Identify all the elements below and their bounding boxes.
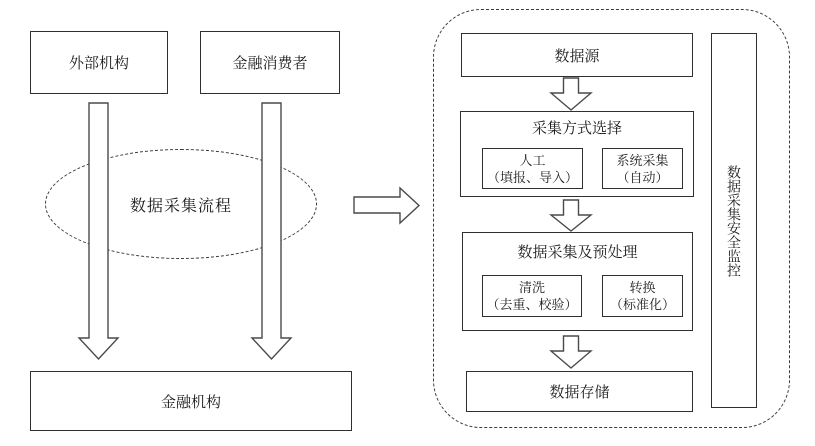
financial-institution-box	[30, 371, 352, 431]
method-selection-title: 采集方式选择	[531, 120, 622, 137]
data-source-box	[461, 33, 693, 77]
external-org-box	[30, 31, 168, 94]
financial-consumer-label: 金融消费者	[232, 55, 308, 72]
data-source-label: 数据源	[554, 47, 600, 65]
conversion-line1: 转换	[629, 280, 656, 295]
conversion-box	[602, 275, 683, 317]
preprocessing-title: 数据采集及预处理	[517, 244, 638, 261]
data-storage-label: 数据存储	[549, 384, 610, 401]
system-method-box	[602, 148, 683, 189]
cleaning-line2: （去重、校验）	[486, 297, 578, 312]
conversion-line2: （标准化）	[609, 297, 675, 312]
security-monitor-label: 数据采集安全监控	[726, 164, 742, 277]
financial-institution-label: 金融机构	[160, 393, 221, 411]
system-method-line1: 系统采集	[616, 152, 669, 168]
financial-consumer-box	[200, 31, 340, 94]
external-org-label: 外部机构	[68, 55, 129, 72]
process-scope-ellipse	[45, 149, 317, 259]
cleaning-line1: 清洗	[518, 280, 545, 295]
system-method-line2: （自动）	[616, 169, 669, 185]
process-scope-label: 数据采集流程	[129, 197, 232, 215]
manual-method-line2: （填报、导入）	[486, 169, 578, 185]
manual-method-box	[482, 148, 583, 189]
data-storage-box	[466, 371, 693, 412]
security-monitor-bar	[711, 33, 757, 408]
manual-method-line1: 人工	[519, 152, 546, 168]
right-block-arrow	[354, 188, 419, 223]
cleaning-box	[482, 275, 582, 317]
